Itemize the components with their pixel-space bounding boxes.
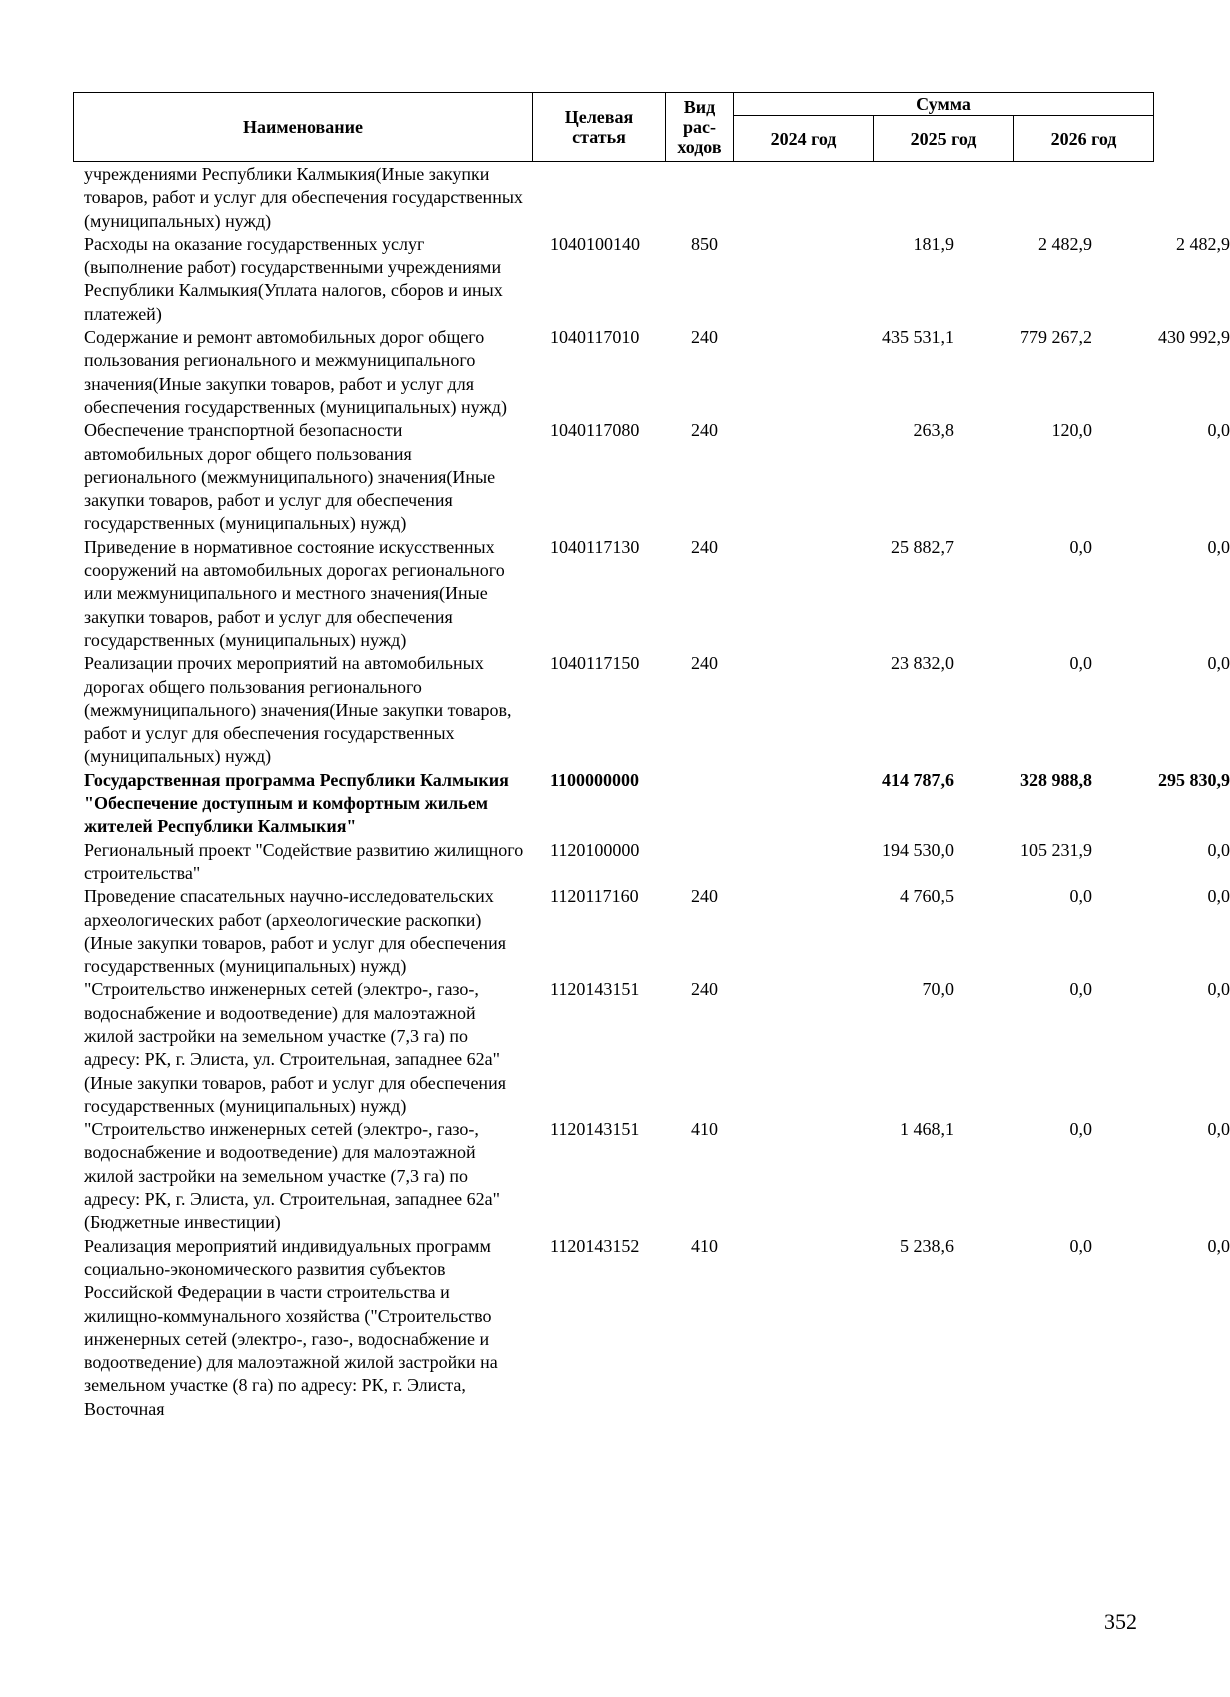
- row-name: Обеспечение транспортной безопасности автомобильных дорог общего пользования регионального (межмуниципального) значения(Иные закупки товаров, работ и услуг для обеспечения государственных (муниципальных) нужд): [84, 420, 496, 534]
- header-sum: Сумма: [734, 93, 1154, 116]
- table-header: [73, 92, 1154, 162]
- page-number: 352: [1104, 1609, 1137, 1634]
- row-sum-2024: 23 832,0: [891, 653, 954, 674]
- table-row: [84, 1235, 1230, 1421]
- table-row: [84, 326, 1230, 419]
- row-expense-type: 240: [691, 536, 718, 557]
- row-target-article: 1120143151: [550, 1119, 640, 1140]
- row-sum-2026: 0,0: [1207, 420, 1230, 441]
- row-expense-type: 410: [691, 1235, 718, 1256]
- row-target-article: 1120100000: [550, 839, 640, 860]
- row-name: Содержание и ремонт автомобильных дорог общего пользования регионального и межмуниципального значения(Иные закупки товаров, работ и услуг для обеспечения государственных (муниципальных) нужд): [84, 327, 507, 417]
- row-name: учреждениями Республики Калмыкия(Иные закупки товаров, работ и услуг для обеспечения государственных (муниципальных) нужд): [84, 164, 523, 231]
- row-sum-2024: 263,8: [913, 420, 954, 441]
- row-name: Региональный проект "Содействие развитию жилищного строительства": [84, 839, 524, 883]
- row-sum-2024: 1 468,1: [900, 1119, 954, 1140]
- row-sum-2026: 0,0: [1207, 979, 1230, 1000]
- table-row: [84, 536, 1230, 652]
- row-sum-2025: 120,0: [1051, 420, 1092, 441]
- row-sum-2024: 414 787,6: [882, 769, 954, 790]
- row-sum-2025: 0,0: [1069, 1119, 1092, 1140]
- row-sum-2024: 5 238,6: [900, 1235, 954, 1256]
- row-target-article: 1100000000: [550, 769, 640, 790]
- table-row: [84, 419, 1230, 535]
- row-expense-type: 240: [691, 327, 718, 348]
- row-name: "Строительство инженерных сетей (электро-, газо-, водоснабжение и водоотведение) для малоэтажной жилой застройки на земельном участке (7,3 га) по адресу: РК, г. Элиста, ул. Строительная, западнее 62а"(Иные закупки товаров, работ и услуг для обеспечения государственных (муниципальных) нужд): [84, 979, 506, 1116]
- row-sum-2025: 2 482,9: [1038, 233, 1092, 254]
- row-sum-2024: 4 760,5: [900, 886, 954, 907]
- row-name: Реализации прочих мероприятий на автомобильных дорогах общего пользования регионального (межмуниципального) значения(Иные закупки товаров, работ и услуг для обеспечения государственных (муниципальных) нужд): [84, 653, 512, 767]
- row-name: Проведение спасательных научно-исследовательских археологических работ (археологические раскопки)(Иные закупки товаров, работ и услуг для обеспечения государственных (муниципальных) нужд): [84, 886, 506, 977]
- row-sum-2026: 0,0: [1207, 886, 1230, 907]
- header-type-text: Вид рас-ходов: [677, 97, 722, 157]
- row-target-article: 1120143151: [550, 979, 640, 1000]
- row-sum-2024: 435 531,1: [882, 327, 954, 348]
- header-2026: 2026 год: [1014, 116, 1154, 162]
- row-sum-2026: 0,0: [1207, 653, 1230, 674]
- row-sum-2025: 0,0: [1069, 886, 1092, 907]
- row-sum-2025: 0,0: [1069, 536, 1092, 557]
- row-sum-2026: 430 992,9: [1158, 327, 1230, 348]
- table-row: [84, 885, 1230, 978]
- row-sum-2025: 328 988,8: [1020, 769, 1092, 790]
- row-sum-2025: 0,0: [1069, 1235, 1092, 1256]
- table-row: [84, 652, 1230, 768]
- row-target-article: 1120117160: [550, 886, 639, 907]
- row-sum-2024: 25 882,7: [891, 536, 954, 557]
- row-name: "Строительство инженерных сетей (электро-, газо-, водоснабжение и водоотведение) для малоэтажной жилой застройки на земельном участке (7,3 га) по адресу: РК, г. Элиста, ул. Строительная, западнее 62а"(Бюджетные инвестиции): [84, 1119, 501, 1233]
- header-2025: 2025 год: [874, 116, 1014, 162]
- table-row: [84, 1118, 1230, 1234]
- row-name: Реализация мероприятий индивидуальных программ социально-экономического развития субъектов Российской Федерации в части строительства и жилищно-коммунального хозяйства ("Строительство инженерных сетей (электро-, газо-, водоснабжение и водоотведение) для малоэтажной жилой застройки на земельном участке (8 га) по адресу: РК, г. Элиста, Восточная: [84, 1235, 498, 1419]
- row-expense-type: 240: [691, 653, 718, 674]
- row-name: Приведение в нормативное состояние искусственных сооружений на автомобильных дорогах регионального или межмуниципального и местного значения(Иные закупки товаров, работ и услуг для обеспечения государственных (муниципальных) нужд): [84, 536, 505, 650]
- row-sum-2025: 0,0: [1069, 979, 1092, 1000]
- header-code: [533, 93, 666, 162]
- header-name: Наименование: [74, 93, 533, 162]
- row-target-article: 1040117010: [550, 327, 640, 348]
- row-target-article: 1040100140: [550, 233, 640, 254]
- row-sum-2024: 70,0: [922, 979, 954, 1000]
- row-sum-2026: 295 830,9: [1158, 769, 1230, 790]
- row-target-article: 1120143152: [550, 1235, 640, 1256]
- header-type: [666, 93, 734, 162]
- row-sum-2026: 2 482,9: [1176, 233, 1230, 254]
- row-name: Расходы на оказание государственных услуг (выполнение работ) государственными учреждениями Республики Калмыкия(Уплата налогов, сборов и иных платежей): [84, 233, 503, 324]
- row-sum-2026: 0,0: [1207, 1235, 1230, 1256]
- row-target-article: 1040117130: [550, 536, 640, 557]
- table-row: [84, 233, 1230, 326]
- row-target-article: 1040117150: [550, 653, 640, 674]
- row-sum-2026: 0,0: [1207, 1119, 1230, 1140]
- row-sum-2025: 105 231,9: [1020, 839, 1092, 860]
- header-code-text: Целевая статья: [564, 107, 634, 147]
- table-row: [84, 769, 1230, 839]
- table-row: [84, 978, 1230, 1118]
- row-sum-2025: 0,0: [1069, 653, 1092, 674]
- row-sum-2024: 194 530,0: [882, 839, 954, 860]
- row-sum-2024: 181,9: [913, 233, 954, 254]
- row-name: Государственная программа Республики Калмыкия "Обеспечение доступным и комфортным жильем жителей Республики Калмыкия": [84, 769, 509, 837]
- table-row: [84, 163, 1154, 233]
- row-expense-type: 240: [691, 420, 718, 441]
- row-sum-2026: 0,0: [1207, 839, 1230, 860]
- row-sum-2025: 779 267,2: [1020, 327, 1092, 348]
- row-target-article: 1040117080: [550, 420, 640, 441]
- header-2024: 2024 год: [734, 116, 874, 162]
- row-sum-2026: 0,0: [1207, 536, 1230, 557]
- table-row: [84, 839, 1230, 886]
- row-expense-type: 410: [691, 1119, 718, 1140]
- row-expense-type: 240: [691, 886, 718, 907]
- row-expense-type: 850: [691, 233, 718, 254]
- row-expense-type: 240: [691, 979, 718, 1000]
- table-body: [84, 163, 1230, 1421]
